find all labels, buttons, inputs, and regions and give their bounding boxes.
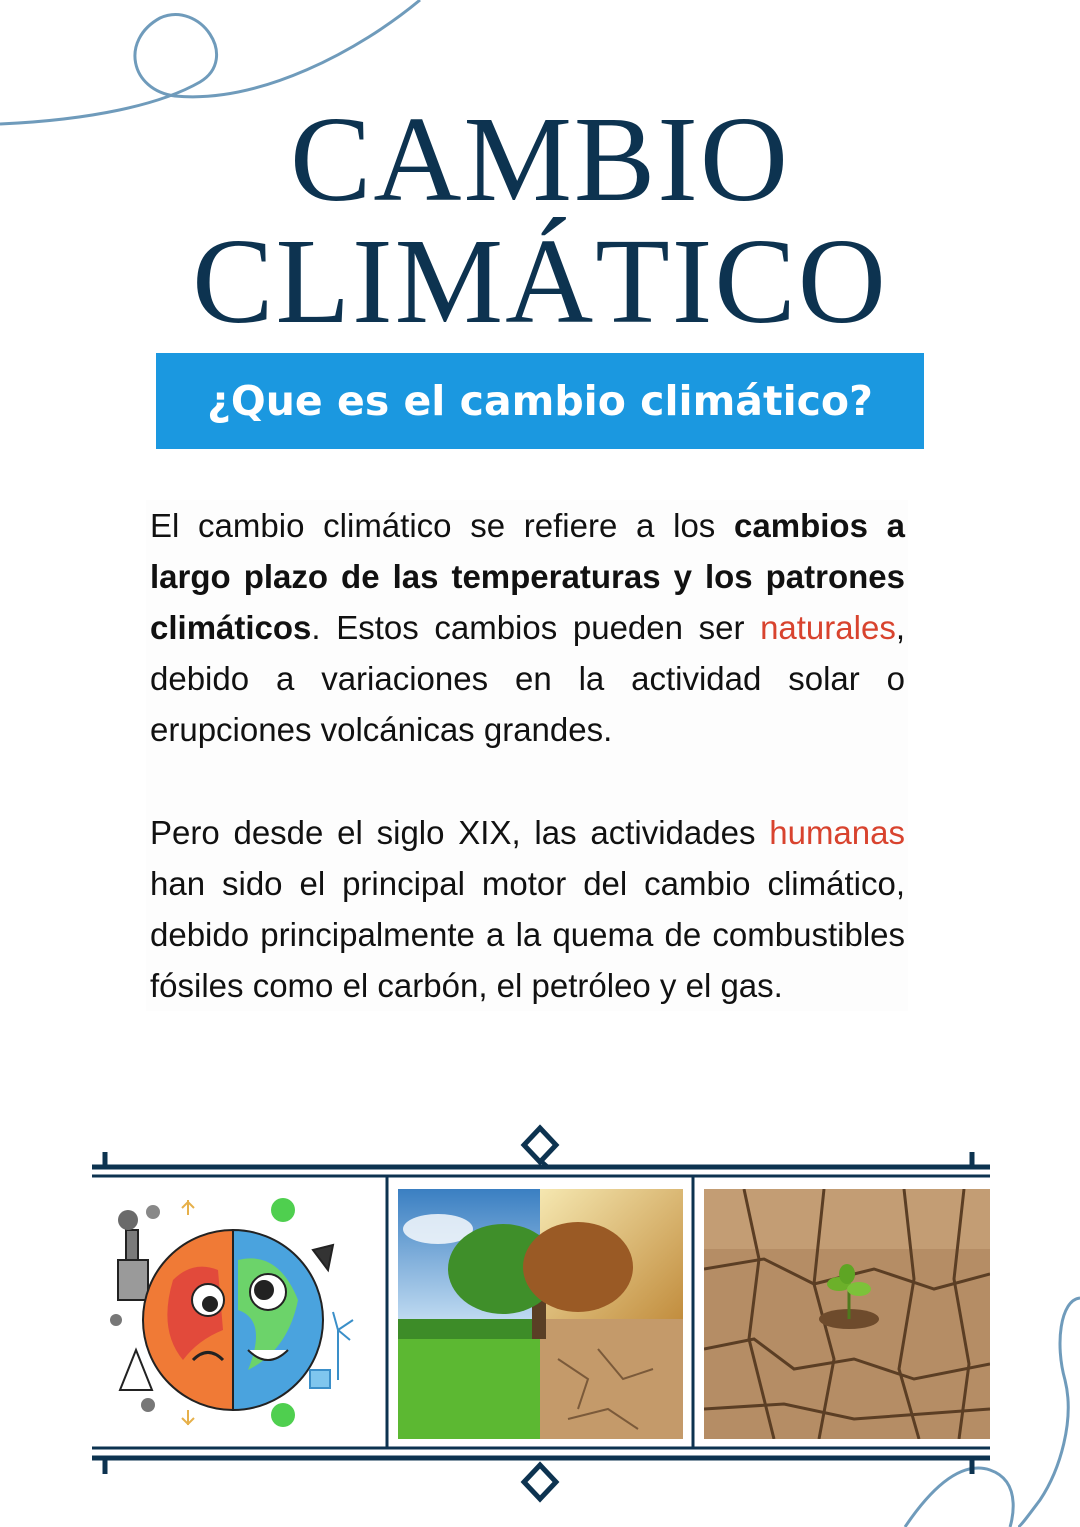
text-span: han sido el principal motor del cambio climático, debido principalmente a la quema de combustibles fósiles como el carbón, el petróleo y el gas. — [150, 865, 905, 1004]
text-span: El cambio climático se refiere a los — [150, 507, 735, 544]
page-title-line-1: CAMBIO — [289, 92, 791, 227]
text-span: , debido a variaciones en la actividad solar o erupciones volcánicas grandes. — [150, 609, 905, 748]
earth-split-illustration — [98, 1190, 378, 1440]
banner-text: ¿Que es el cambio climático? — [207, 377, 873, 425]
green-vs-dry-landscape-photo — [398, 1189, 683, 1439]
text-span: . Estos cambios pueden ser — [311, 609, 761, 646]
sprout-in-cracked-soil-photo — [704, 1189, 990, 1439]
text-span: Pero desde el siglo XIX, las actividades — [150, 814, 770, 851]
page-title-line-2: CLIMÁTICO — [192, 214, 888, 349]
highlight-naturales: naturales — [760, 609, 896, 646]
bold-text: cambios a largo plazo de las temperaturas y los patrones climáticos — [150, 507, 905, 646]
highlight-humanas: humanas — [769, 814, 905, 851]
